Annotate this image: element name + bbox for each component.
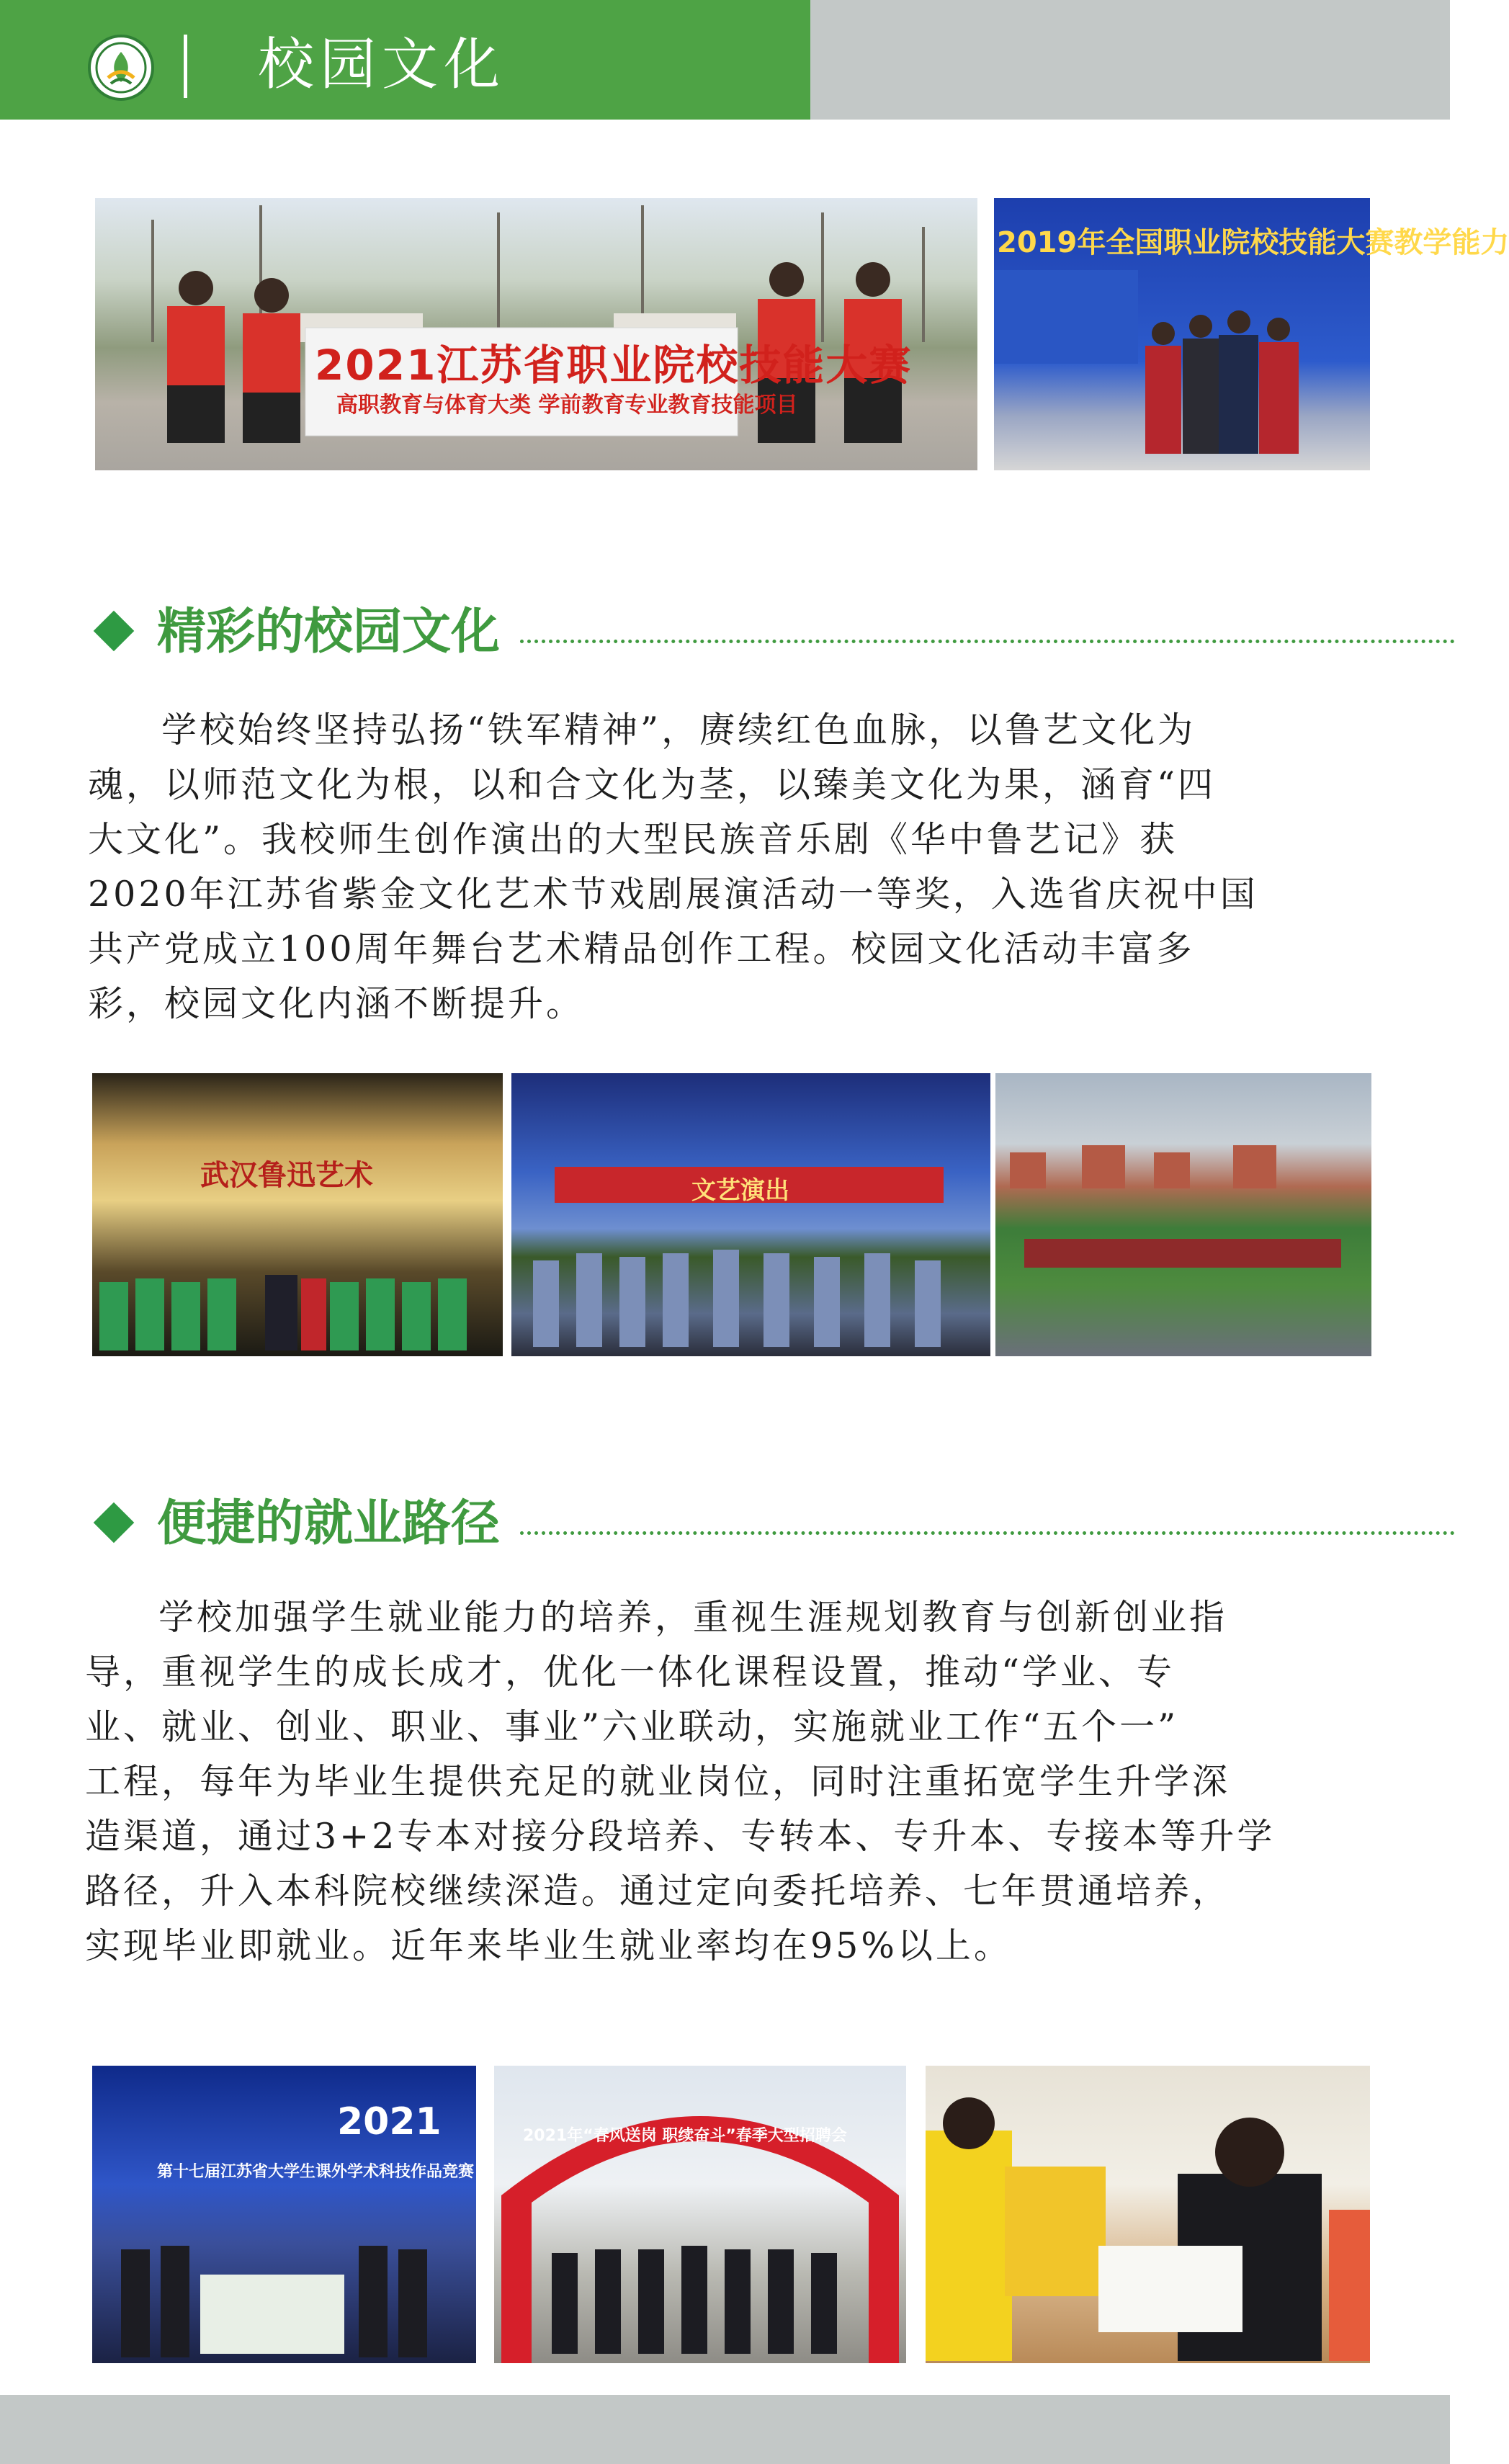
section-paragraph xyxy=(88,703,1377,1031)
paragraph-line: 共产党成立100周年舞台艺术精品创作工程。校园文化活动丰富多 xyxy=(88,928,1195,969)
paragraph-line: 工程，每年为毕业生提供充足的就业岗位，同时注重拓宽学生升学深 xyxy=(85,1761,1231,1802)
photo-caption: 2021年“春风送岗 职续奋斗”春季大型招聘会 xyxy=(523,2127,847,2145)
diamond-bullet-icon xyxy=(94,611,135,652)
paragraph-line: 魂，以师范文化为根，以和合文化为茎，以臻美文化为果，涵育“四 xyxy=(88,764,1217,805)
paragraph-line: 大文化”。我校师生创作演出的大型民族音乐剧《华中鲁艺记》获 xyxy=(88,819,1178,860)
paragraph-line: 造渠道，通过3+2专本对接分段培养、专转本、专升本、专接本等升学 xyxy=(85,1816,1276,1857)
photo-job-fair xyxy=(494,2066,906,2363)
photo-teaching-competition xyxy=(994,198,1509,470)
photo-science-competition xyxy=(92,2066,476,2363)
section-heading xyxy=(94,1488,1361,1560)
paragraph-line: 路径，升入本科院校继续深造。通过定向委托培养、七年贯通培养， xyxy=(85,1871,1231,1912)
photo-caption: 武汉鲁迅艺术 xyxy=(200,1159,373,1192)
paragraph-line: 导，重视学生的成长成才，优化一体化课程设置，推动“学业、专 xyxy=(85,1652,1176,1693)
header-gray-band xyxy=(810,0,1450,120)
paragraph-line: 2020年江苏省紫金文化艺术节戏剧展演活动一等奖，入选省庆祝中国 xyxy=(88,874,1258,915)
photo-skills-competition xyxy=(95,198,977,470)
diamond-bullet-icon xyxy=(94,1502,135,1544)
section-title: 便捷的就业路径 xyxy=(157,1495,501,1552)
paragraph-line: 学校加强学生就业能力的培养，重视生涯规划教育与创新创业指 xyxy=(158,1597,1228,1638)
section-paragraph xyxy=(85,1590,1374,1974)
photo-caption: 2019年全国职业院校技能大赛教学能力 xyxy=(997,226,1509,259)
photo-caption-sub: 高职教育与体育大类 学前教育专业教育技能项目 xyxy=(336,393,798,418)
section-title: 精彩的校园文化 xyxy=(157,604,501,660)
photo-caption-sub: 第十七届江苏省大学生课外学术科技作品竞赛 xyxy=(157,2163,475,2181)
footer-band xyxy=(0,2395,1450,2464)
photo-caption: 2021江苏省职业院校技能大赛 xyxy=(315,341,913,390)
paragraph-line: 彩，校园文化内涵不断提升。 xyxy=(88,983,585,1024)
photo-sports-field xyxy=(995,1073,1371,1356)
section-heading xyxy=(94,596,1361,668)
paragraph-line: 业、就业、创业、职业、事业”六业联动，实施就业工作“五个一” xyxy=(85,1706,1179,1747)
photo-caption: 文艺演出 xyxy=(691,1176,789,1205)
photo-choir-concert xyxy=(92,1073,503,1356)
photo-musical-performance xyxy=(511,1073,990,1356)
dotted-rule xyxy=(520,1531,1455,1535)
dotted-rule xyxy=(520,640,1455,643)
school-logo-icon xyxy=(88,35,154,101)
paragraph-line: 学校始终坚持弘扬“铁军精神”，赓续红色血脉，以鲁艺文化为 xyxy=(161,709,1196,751)
header-divider xyxy=(184,35,187,98)
photo-caption: 2021 xyxy=(337,2100,442,2143)
paragraph-line: 实现毕业即就业。近年来毕业生就业率均在95%以上。 xyxy=(85,1925,1012,1966)
photo-kindergarten-class xyxy=(926,2066,1370,2363)
page-title: 校园文化 xyxy=(258,32,506,97)
